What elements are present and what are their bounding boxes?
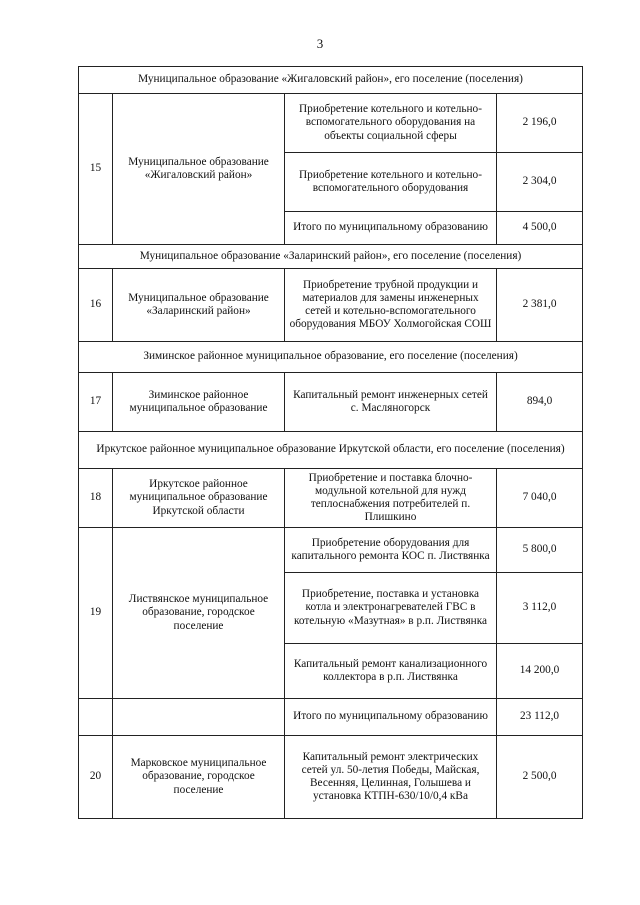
- activity-cell: Капитальный ремонт электрических сетей ул. 50-летия Победы, Майская, Весенняя, Целинная, Голышева и установка КТПН-630/10/0,4 кВа: [285, 736, 497, 819]
- page-number: 3: [316, 36, 324, 51]
- table-row: [79, 269, 583, 342]
- section-header: Зиминское районное муниципальное образование, его поселение (поселения): [79, 342, 583, 373]
- amount-cell: 2 196,0: [497, 94, 583, 153]
- section-header-row: [79, 245, 583, 269]
- table-row: [79, 94, 583, 153]
- table-row: [79, 373, 583, 432]
- activity-cell: Приобретение, поставка и установка котла и электронагревателей ГВС в котельную «Мазутная» в р.п. Листвянка: [285, 573, 497, 644]
- amount-cell: 2 500,0: [497, 736, 583, 819]
- municipality-name: Марковское муниципальное образование, городское поселение: [113, 736, 285, 819]
- amount-cell: 2 381,0: [497, 269, 583, 342]
- table-row: [79, 736, 583, 819]
- activity-cell: Приобретение котельного и котельно-вспомогательного оборудования: [285, 153, 497, 212]
- section-header: Иркутское районное муниципальное образование Иркутской области, его поселение (поселения): [79, 432, 583, 469]
- row-number: 19: [79, 528, 113, 699]
- row-number-empty: [79, 699, 113, 736]
- section-header-row: [79, 432, 583, 469]
- table-row: [79, 528, 583, 573]
- activity-cell: Капитальный ремонт канализационного коллектора в р.п. Листвянка: [285, 644, 497, 699]
- row-number: 17: [79, 373, 113, 432]
- row-number: 16: [79, 269, 113, 342]
- row-number: 20: [79, 736, 113, 819]
- municipality-empty: [113, 699, 285, 736]
- total-amount: 23 112,0: [497, 699, 583, 736]
- amount-cell: 2 304,0: [497, 153, 583, 212]
- section-header: Муниципальное образование «Заларинский район», его поселение (поселения): [79, 245, 583, 269]
- amount-cell: 3 112,0: [497, 573, 583, 644]
- municipality-name: Иркутское районное муниципальное образование Иркутской области: [113, 469, 285, 528]
- activity-cell: Приобретение и поставка блочно-модульной котельной для нужд теплоснабжения потребителей п. Плишкино: [285, 469, 497, 528]
- section-header-row: [79, 67, 583, 94]
- section-header-row: [79, 342, 583, 373]
- amount-cell: 7 040,0: [497, 469, 583, 528]
- activity-cell: Капитальный ремонт инженерных сетей с. Масляногорск: [285, 373, 497, 432]
- amount-cell: 14 200,0: [497, 644, 583, 699]
- amount-cell: 894,0: [497, 373, 583, 432]
- activity-cell: Приобретение котельного и котельно-вспомогательного оборудования на объекты социальной сферы: [285, 94, 497, 153]
- total-label: Итого по муниципальному образованию: [285, 699, 497, 736]
- table-row: [79, 469, 583, 528]
- municipality-name: Муниципальное образование «Заларинский район»: [113, 269, 285, 342]
- row-number: 18: [79, 469, 113, 528]
- activity-cell: Приобретение оборудования для капитального ремонта КОС п. Листвянка: [285, 528, 497, 573]
- municipality-name: Муниципальное образование «Жигаловский район»: [113, 94, 285, 245]
- section-header: Муниципальное образование «Жигаловский район», его поселение (поселения): [79, 67, 583, 94]
- municipality-name: Листвянское муниципальное образование, городское поселение: [113, 528, 285, 699]
- activity-cell: Приобретение трубной продукции и материалов для замены инженерных сетей и котельно-вспомогательного оборудования МБОУ Холмогойская СОШ: [285, 269, 497, 342]
- amount-cell: 5 800,0: [497, 528, 583, 573]
- table-row: [79, 699, 583, 736]
- total-amount: 4 500,0: [497, 212, 583, 245]
- subsidy-table: [78, 66, 583, 819]
- row-number: 15: [79, 94, 113, 245]
- total-label: Итого по муниципальному образованию: [285, 212, 497, 245]
- municipality-name: Зиминское районное муниципальное образование: [113, 373, 285, 432]
